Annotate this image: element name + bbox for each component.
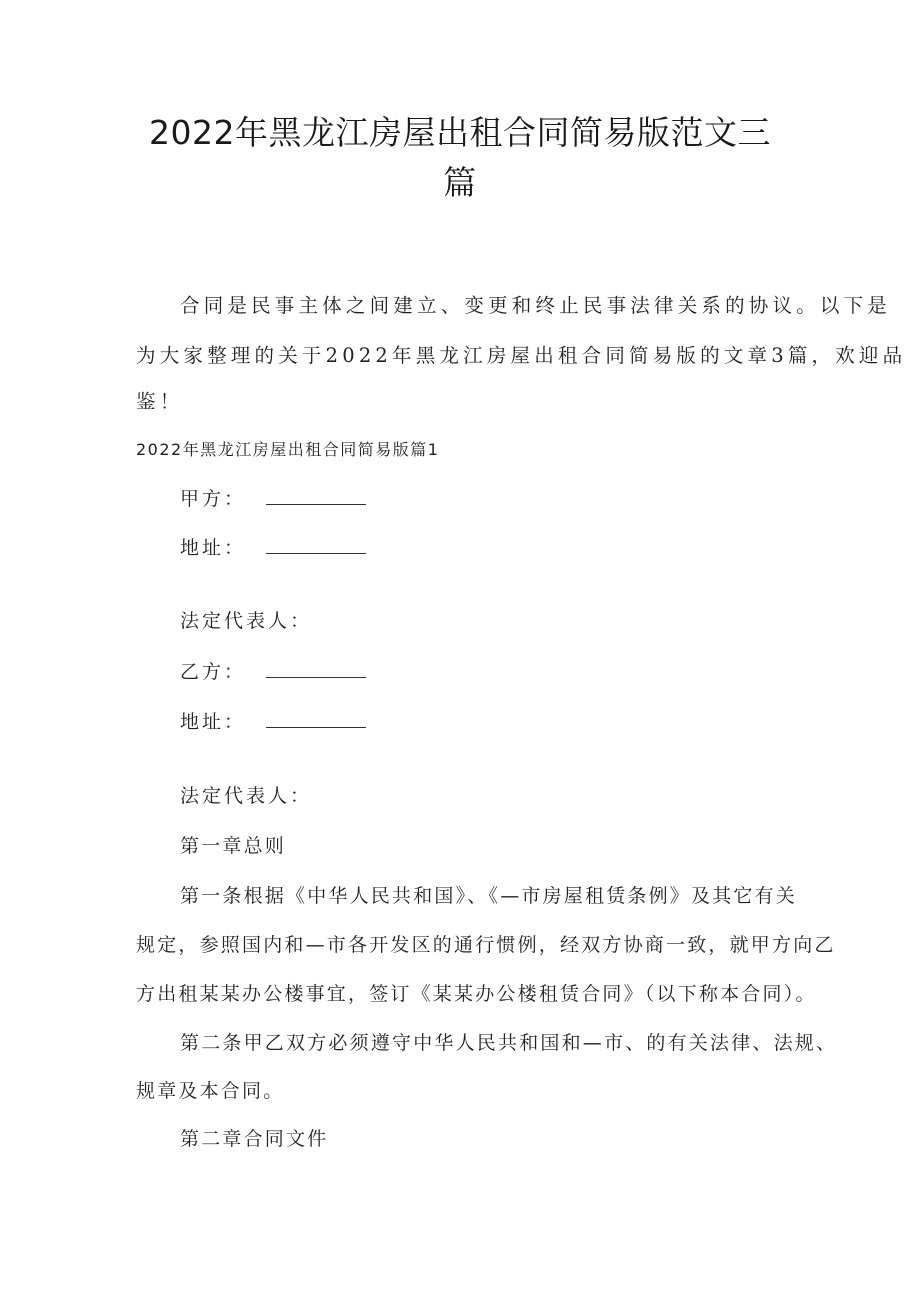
chapter-1-title: 第一章总则 [180,835,287,857]
party-a-row [180,484,366,511]
article-1-line-3: 方出租某某办公楼事宜，签订《某某办公楼租赁合同》（以下称本合同）。 [136,983,817,1005]
article-2-line-2: 规章及本合同。 [136,1080,285,1102]
party-b-rep-label: 法定代表人： [180,785,313,807]
party-a-blank [266,490,366,505]
party-a-address-blank [266,539,366,554]
article-1-line-1: 第一条根据《中华人民共和国》、《—市房屋租赁条例》及其它有关 [180,885,798,907]
party-b-address-row [180,707,366,734]
party-b-address-blank [266,713,366,728]
party-a-label: 甲方： [180,488,247,510]
party-a-address-row [180,533,366,560]
document-title [120,108,800,208]
party-a-address-label: 地址： [180,537,247,559]
party-a-rep-label: 法定代表人： [180,610,313,632]
intro-line-3: 鉴！ [136,390,184,413]
chapter-2-title: 第二章合同文件 [180,1128,329,1150]
party-b-label: 乙方： [180,661,247,683]
intro-line-2: 为大家整理的关于2022年黑龙江房屋出租合同简易版的文章3篇，欢迎品 [136,344,907,367]
party-b-address-label: 地址： [180,711,247,733]
party-b-row [180,657,366,684]
article-1-line-2: 规定，参照国内和—市各开发区的通行惯例，经双方协商一致，就甲方向乙 [136,934,836,956]
title-line-2: 篇 [443,163,477,202]
article-2-line-1: 第二条甲乙双方必须遵守中华人民共和国和—市、的有关法律、法规、 [180,1032,838,1054]
party-b-blank [266,663,366,678]
intro-line-1: 合同是民事主体之间建立、变更和终止民事法律关系的协议。以下是 [180,294,892,317]
title-line-1: 2022年黑龙江房屋出租合同简易版范文三 [149,113,771,152]
section-heading: 2022年黑龙江房屋出租合同简易版篇1 [136,440,440,459]
